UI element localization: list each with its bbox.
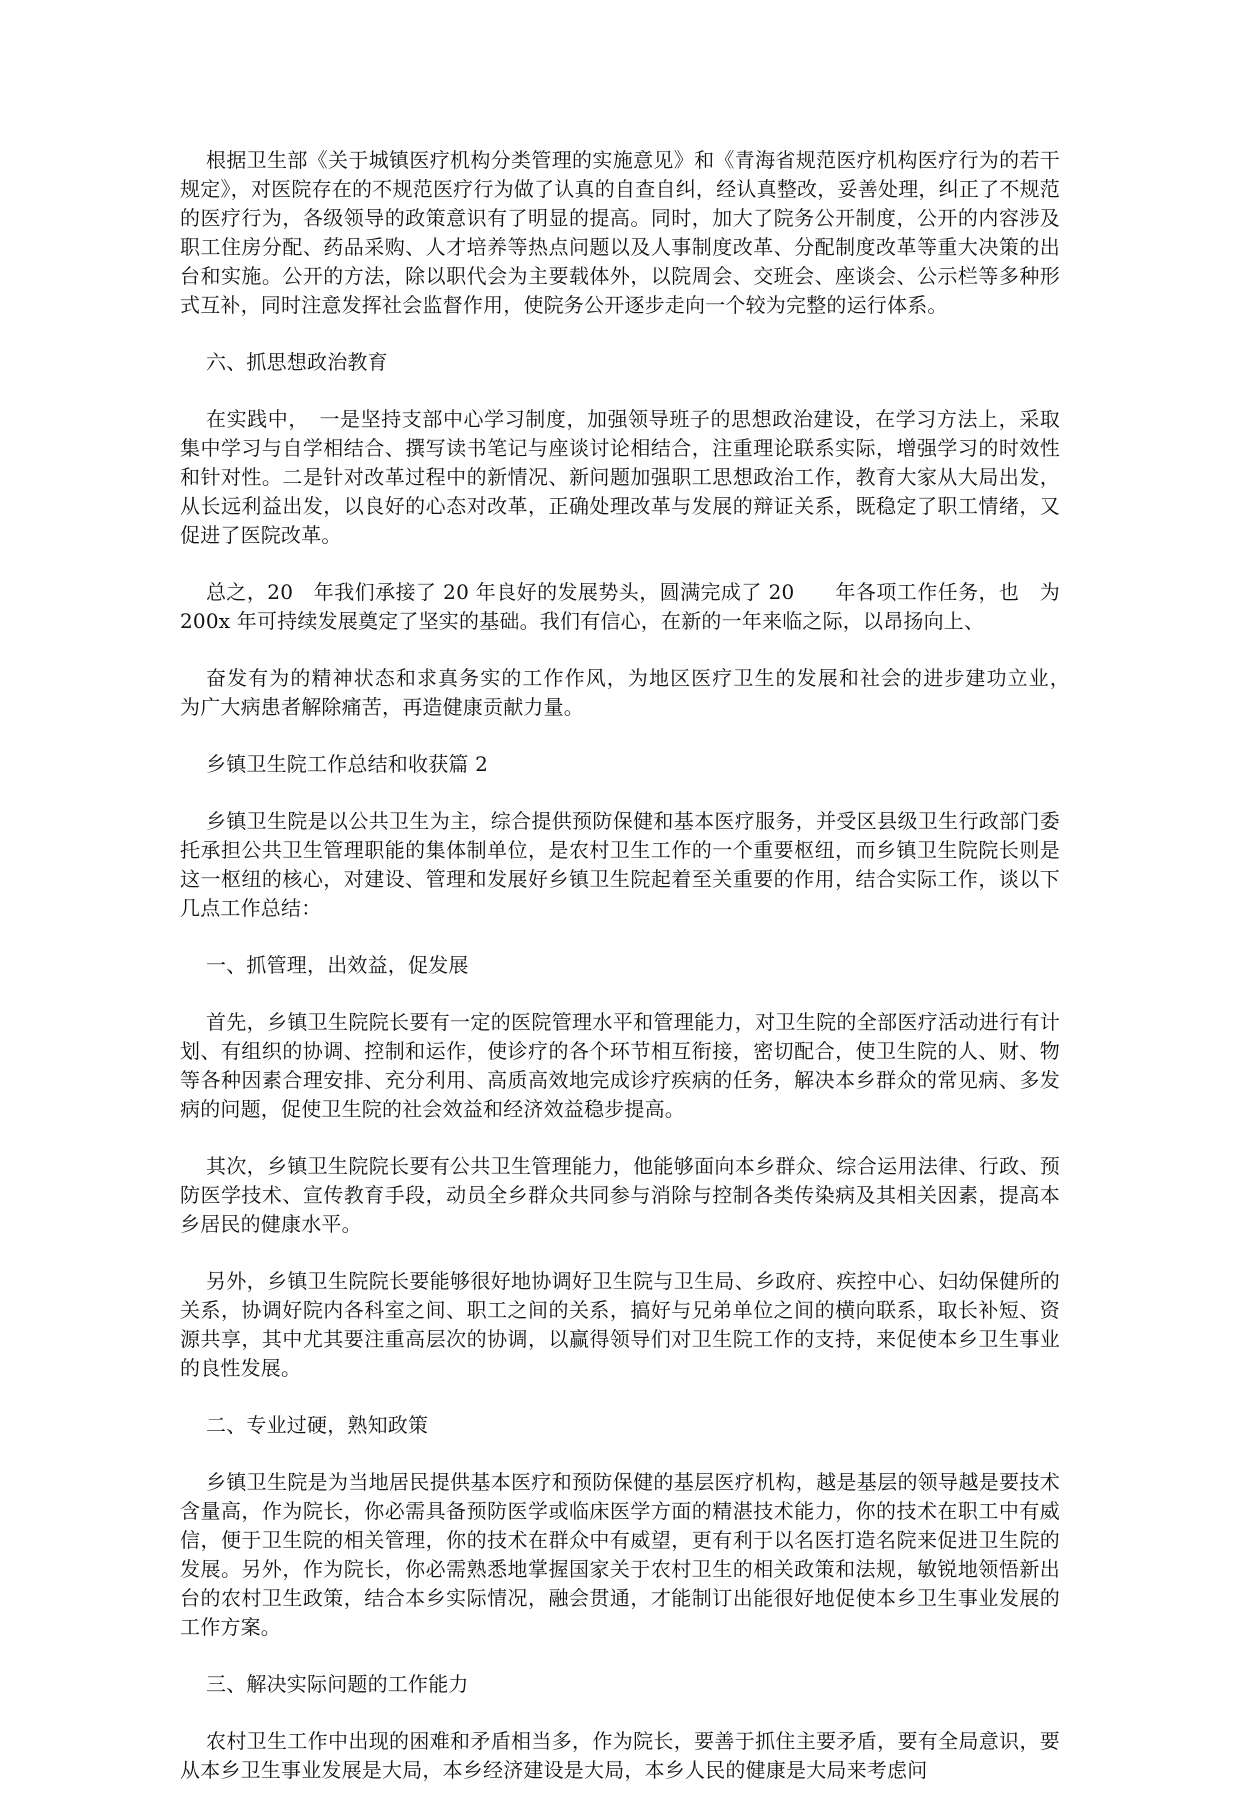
paragraph-second: 其次，乡镇卫生院院长要有公共卫生管理能力，他能够面向本乡群众、综合运用法律、行政、预防医学技术、宣传教育手段，动员全乡群众共同参与消除与控制各类传染病及其相关因素，提高本乡居民的健康水平。: [180, 1154, 1060, 1236]
section-heading-ideology: 六、抓思想政治教育: [206, 350, 388, 374]
paragraph-summary-continued: 奋发有为的精神状态和求真务实的工作作风，为地区医疗卫生的发展和社会的进步建功立业， 为广大病患者解除痛苦，再造健康贡献力量。: [180, 666, 1081, 719]
document-body: [180, 146, 1081, 1813]
paragraph-additionally: 另外，乡镇卫生院院长要能够很好地协调好卫生院与卫生局、乡政府、疾控中心、妇幼保健所的关系，协调好院内各科室之间、职工之间的关系，搞好与兄弟单位之间的横向联系，取长补短、资源共享，其中尤其要注重高层次的协调，以赢得领导们对卫生院工作的支持，来促使本乡卫生事业的良性发展。: [180, 1269, 1060, 1380]
paragraph-summary: 总之，20 年我们承接了 20 年良好的发展势头，圆满完成了 20 年各项工作任务，也 为200x 年可持续发展奠定了坚实的基础。我们有信心，在新的一年来临之际，以昂扬向上、: [180, 580, 1060, 633]
paragraph-expertise: 乡镇卫生院是为当地居民提供基本医疗和预防保健的基层医疗机构，越是基层的领导越是要技术含量高，作为院长，你必需具备预防医学或临床医学方面的精湛技术能力，你的技术在职工中有威信，便于卫生院的相关管理，你的技术在群众中有威望，更有利于以名医打造名院来促进卫生院的发展。另外，作为院长，你必需熟悉地掌握国家关于农村卫生的相关政策和法规，敏锐地领悟新出台的农村卫生政策，结合本乡实际情况，融会贯通，才能制订出能很好地促使本乡卫生事业发展的工作方案。: [180, 1470, 1060, 1639]
paragraph-first: 首先，乡镇卫生院院长要有一定的医院管理水平和管理能力，对卫生院的全部医疗活动进行有计划、有组织的协调、控制和运作，使诊疗的各个环节相互衔接，密切配合，使卫生院的人、财、物等各种因素合理安排、充分利用、高质高效地完成诊疗疾病的任务，解决本乡群众的常见病、多发病的问题，促使卫生院的社会效益和经济效益稳步提高。: [180, 1010, 1060, 1121]
paragraph-practice: 在实践中， 一是坚持支部中心学习制度，加强领导班子的思想政治建设，在学习方法上，采取集中学习与自学相结合、撰写读书笔记与座谈讨论相结合，注重理论联系实际，增强学习的时效性和针对性。二是针对改革过程中的新情况、新问题加强职工思想政治工作，教育大家从大局出发，从长远利益出发，以良好的心态对改革，正确处理改革与发展的辩证关系，既稳定了职工情绪，又促进了医院改革。: [180, 407, 1060, 547]
section-heading-problem-solving: 三、解决实际问题的工作能力: [206, 1672, 469, 1696]
paragraph-problem-solving: 农村卫生工作中出现的困难和矛盾相当多，作为院长，要善于抓住主要矛盾，要有全局意识，要从本乡卫生事业发展是大局，本乡经济建设是大局，本乡人民的健康是大局来考虑问: [180, 1729, 1060, 1782]
paragraph-institutional-reform: 根据卫生部《关于城镇医疗机构分类管理的实施意见》和《青海省规范医疗机构医疗行为的若干规定》，对医院存在的不规范医疗行为做了认真的自查自纠，经认真整改，妥善处理，纠正了不规范的医疗行为，各级领导的政策意识有了明显的提高。同时，加大了院务公开制度，公开的内容涉及职工住房分配、药品采购、人才培养等热点问题以及人事制度改革、分配制度改革等重大决策的出台和实施。公开的方法，除以职代会为主要载体外，以院周会、交班会、座谈会、公示栏等多种形式互补，同时注意发挥社会监督作用，使院务公开逐步走向一个较为完整的运行体系。: [180, 148, 1060, 317]
article-title-part-2: 乡镇卫生院工作总结和收获篇 2: [206, 752, 489, 776]
paragraph-township-hospital-intro: 乡镇卫生院是以公共卫生为主，综合提供预防保健和基本医疗服务，并受区县级卫生行政部门委托承担公共卫生管理职能的集体制单位，是农村卫生工作的一个重要枢纽，而乡镇卫生院院长则是这一枢纽的核心，对建设、管理和发展好乡镇卫生院起着至关重要的作用，结合实际工作，谈以下几点工作总结：: [180, 809, 1060, 920]
section-heading-management: 一、抓管理，出效益，促发展: [206, 953, 469, 977]
section-heading-expertise: 二、专业过硬，熟知政策: [206, 1413, 429, 1437]
